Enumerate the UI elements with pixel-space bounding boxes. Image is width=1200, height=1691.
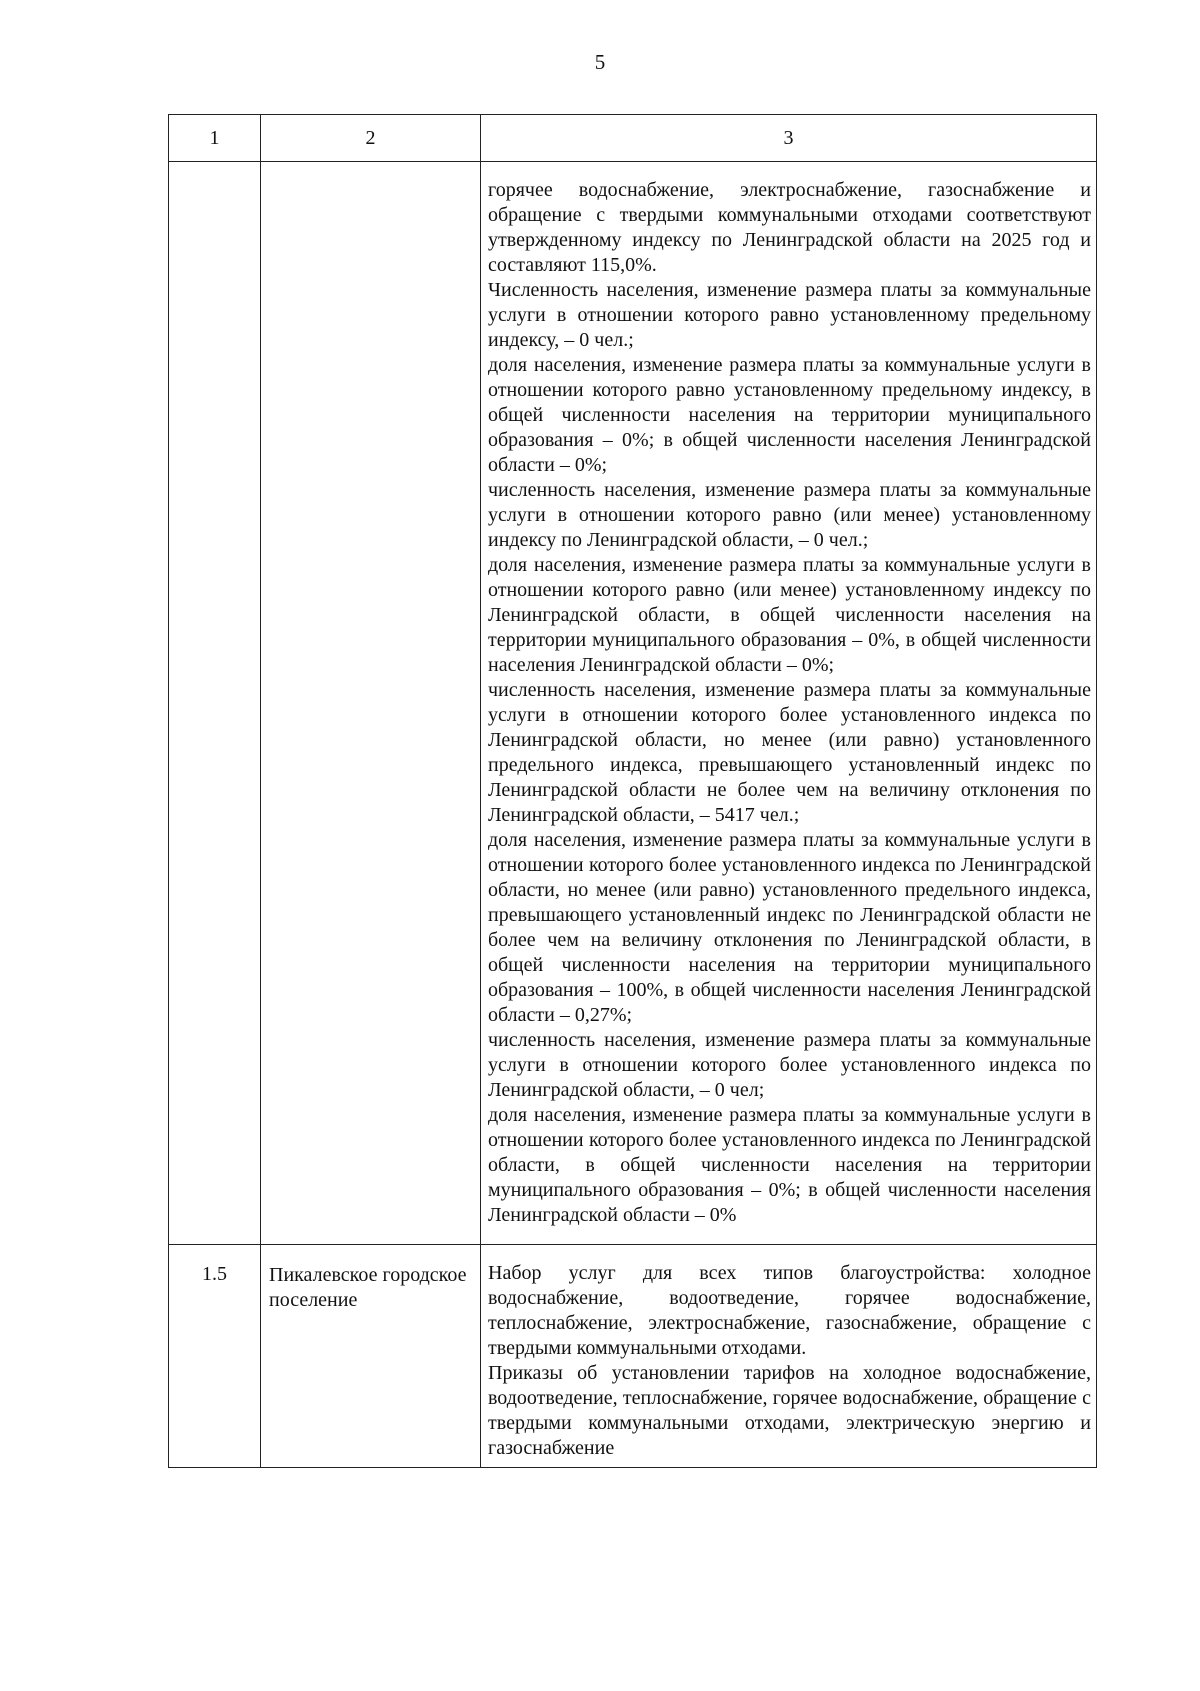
paragraph: доля населения, изменение размера платы за коммунальные услуги в отношении которого более установленного индекса по Ленинградской области, в общей численности населения на территории муниципального образования – 0%; в общей численности населения Ленинградской области – 0% (488, 1104, 1091, 1226)
paragraph: Численность населения, изменение размера платы за коммунальные услуги в отношении которого равно установленному предельному индексу, – 0 чел.; (488, 279, 1091, 351)
municipality-name-cell (261, 162, 481, 1245)
paragraph: численность населения, изменение размера платы за коммунальные услуги в отношении которого равно (или менее) установленному индексу по Ленинградской области, – 0 чел.; (488, 479, 1091, 551)
table-row (169, 1245, 1097, 1468)
paragraph: Приказы об установлении тарифов на холодное водоснабжение, водоотведение, теплоснабжение, горячее водоснабжение, обращение с твердыми коммунальными отходами, электрическую энергию и газоснабжение (488, 1362, 1091, 1459)
paragraph: доля населения, изменение размера платы за коммунальные услуги в отношении которого более установленного индекса по Ленинградской области, но менее (или равно) установленного предельного индекса, превышающего установленный индекс по Ленинградской области не более чем на величину отклонения по Ленинградской области, в общей численности населения на территории муниципального образования – 100%, в общей численности населения Ленинградской области – 0,27%; (488, 829, 1091, 1026)
paragraph: численность населения, изменение размера платы за коммунальные услуги в отношении которого более установленного индекса по Ленинградской области, – 0 чел; (488, 1029, 1091, 1101)
description-cell (481, 162, 1097, 1245)
row-number-cell: 1.5 (169, 1245, 261, 1468)
column-header-3: 3 (481, 115, 1097, 162)
paragraph: горячее водоснабжение, электроснабжение, газоснабжение и обращение с твердыми коммунальными отходами соответствуют утвержденному индексу по Ленинградской области на 2025 год и составляют 115,0%. (488, 179, 1091, 276)
content-table (168, 114, 1097, 1468)
row-number-cell (169, 162, 261, 1245)
description-cell (481, 1245, 1097, 1468)
paragraph: доля населения, изменение размера платы за коммунальные услуги в отношении которого равно установленному предельному индексу, в общей численности населения на территории муниципального образования – 0%; в общей численности населения Ленинградской области – 0%; (488, 354, 1091, 476)
column-header-2: 2 (261, 115, 481, 162)
table-row (169, 162, 1097, 1245)
paragraph: доля населения, изменение размера платы за коммунальные услуги в отношении которого равно (или менее) установленному индексу по Ленинградской области, в общей численности населения на территории муниципального образования – 0%, в общей численности населения Ленинградской области – 0%; (488, 554, 1091, 676)
table-header-row (169, 115, 1097, 162)
page-number: 5 (594, 50, 606, 74)
municipality-name-cell: Пикалевское городское поселение (261, 1245, 481, 1468)
column-header-1: 1 (169, 115, 261, 162)
paragraph: Набор услуг для всех типов благоустройства: холодное водоснабжение, водоотведение, горячее водоснабжение, теплоснабжение, электроснабжение, газоснабжение, обращение с твердыми коммунальными отходами. (488, 1262, 1091, 1359)
paragraph: численность населения, изменение размера платы за коммунальные услуги в отношении которого более установленного индекса по Ленинградской области, но менее (или равно) установленного предельного индекса, превышающего установленный индекс по Ленинградской области не более чем на величину отклонения по Ленинградской области, – 5417 чел.; (488, 679, 1091, 826)
